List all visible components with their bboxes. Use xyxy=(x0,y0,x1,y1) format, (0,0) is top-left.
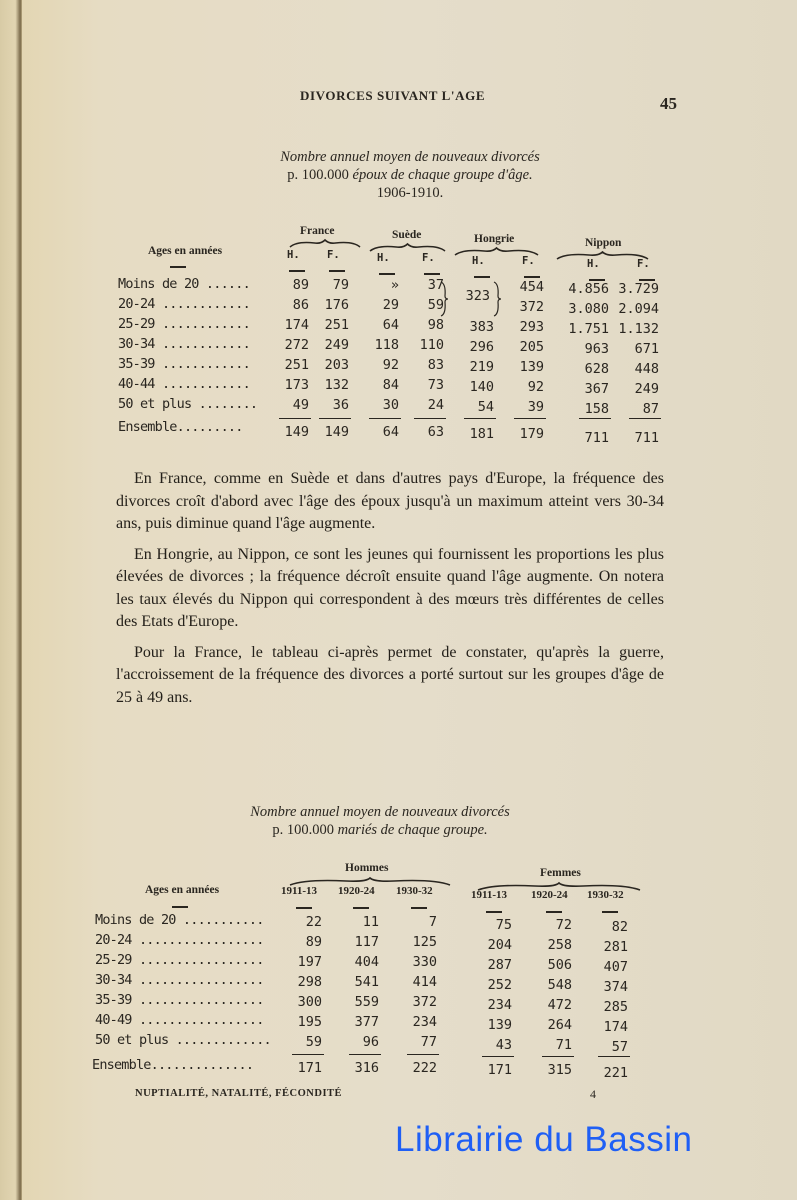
table1-sex-header-dash xyxy=(424,273,440,275)
table1-cell: 293 xyxy=(519,319,544,335)
table1-cell: 173 xyxy=(284,377,309,393)
table2-caption-line1: Nombre annuel moyen de nouveaux divorcés xyxy=(250,804,510,820)
table1-cell: 448 xyxy=(634,361,659,377)
table1-sex-header: F. xyxy=(522,255,535,267)
table2-cell: 174 xyxy=(603,1019,628,1035)
table1-cell: 203 xyxy=(324,357,349,373)
table1-cell: 84 xyxy=(382,377,399,393)
table1-cell: 1.751 xyxy=(568,321,609,337)
table1-row-label: 30-34 ............ xyxy=(118,336,250,352)
table1-sex-header: H. xyxy=(377,252,390,264)
table1-total-cell: 711 xyxy=(584,430,609,446)
table1-sex-header: F. xyxy=(637,258,650,270)
table2-caption-line2 xyxy=(170,821,590,839)
table2-cell: 372 xyxy=(412,994,437,1010)
table2-period-header-dash xyxy=(602,911,618,913)
table1-total-cell: 149 xyxy=(284,424,309,440)
table2-total-rule xyxy=(407,1054,439,1055)
table1-total-rule xyxy=(369,418,401,419)
table1-cell: 251 xyxy=(284,357,309,373)
paragraph-3: Pour la France, le tableau ci-après permet de constater, qu'après la guerre, l'accroissement de la fréquence des divorces a porté surtout sur les groupes d'âge de 25 à 49 ans. xyxy=(116,643,664,706)
table1-row-header-dash xyxy=(170,266,186,268)
table2-cell: 139 xyxy=(487,1017,512,1033)
table1-cell: 36 xyxy=(332,397,349,413)
table2-row-label: 20-24 ................. xyxy=(95,932,264,948)
table1-total-rule xyxy=(629,418,661,419)
table2-cell: 374 xyxy=(603,979,628,995)
paragraph-1: En France, comme en Suède et dans d'autres pays d'Europe, la fréquence des divorces croît d'abord avec l'âge des époux jusqu'à un maximum atteint vers 30-34 ans, puis diminue quand l'âge augmente. xyxy=(116,470,664,532)
table1-cell: 37 xyxy=(427,277,444,293)
table2-cell: 22 xyxy=(305,914,322,930)
table2-cell: 11 xyxy=(362,914,379,930)
table2-period-header: 1920-24 xyxy=(531,889,568,901)
table2-cell: 559 xyxy=(354,994,379,1010)
table1-caption xyxy=(200,148,620,202)
table2-total-rule xyxy=(349,1054,381,1055)
table2-period-header: 1911-13 xyxy=(471,889,508,901)
table1-total-cell: 63 xyxy=(427,424,444,440)
table1-cell: 2.094 xyxy=(618,301,659,317)
table2-total-cell: 315 xyxy=(547,1062,572,1078)
footer-signature-number: 4 xyxy=(590,1087,596,1101)
running-head: DIVORCES SUIVANT L'AGE xyxy=(300,88,486,103)
table2-cell: 281 xyxy=(603,939,628,955)
table2-period-header-dash xyxy=(411,907,427,909)
table2-cell: 117 xyxy=(354,934,379,950)
table2-cell: 258 xyxy=(547,937,572,953)
table1-cell: 383 xyxy=(469,319,494,335)
table1-cell: 176 xyxy=(324,297,349,313)
table1-cell: 367 xyxy=(584,381,609,397)
table1-cell: 249 xyxy=(324,337,349,353)
table1-sex-header-dash xyxy=(329,270,345,272)
table2-period-header: 1930-32 xyxy=(396,885,433,897)
table1-sex-header: H. xyxy=(587,258,600,270)
table2-cell: 252 xyxy=(487,977,512,993)
table1-total-rule xyxy=(319,418,351,419)
table2-cell: 330 xyxy=(412,954,437,970)
table1-row-label: 40-44 ............ xyxy=(118,376,250,392)
table1-cell: 83 xyxy=(427,357,444,373)
table2-cell: 414 xyxy=(412,974,437,990)
table1-country-brace xyxy=(290,239,360,249)
table1-brace-left xyxy=(440,282,448,316)
table2-total-cell: 222 xyxy=(412,1060,437,1076)
table1-sex-header: H. xyxy=(287,249,300,261)
table2-cell: 195 xyxy=(297,1014,322,1030)
table2-total-rule xyxy=(482,1056,514,1057)
table1-cell: 39 xyxy=(527,399,544,415)
page-number: 45 xyxy=(660,94,677,113)
table1-cell: 86 xyxy=(292,297,309,313)
table1-cell: 140 xyxy=(469,379,494,395)
table1-sex-header: F. xyxy=(422,252,435,264)
table1-hongrie-h-merged-cell: 323 xyxy=(465,288,490,304)
table1-cell: 92 xyxy=(527,379,544,395)
table1-cell: 110 xyxy=(419,337,444,353)
table2-period-header-dash xyxy=(296,907,312,909)
table1-cell: 158 xyxy=(584,401,609,417)
table1-cell: 251 xyxy=(324,317,349,333)
table2-total-rule xyxy=(292,1054,324,1055)
table2-cell: 298 xyxy=(297,974,322,990)
table1-cell: 3.729 xyxy=(618,281,659,297)
table1-cell: 1.132 xyxy=(618,321,659,337)
table2-row-label: 30-34 ................. xyxy=(95,972,264,988)
table2-caption-rest: mariés de chaque groupe. xyxy=(333,822,488,838)
table1-cell: 59 xyxy=(427,297,444,313)
table1-caption-years: 1906-1910. xyxy=(376,185,444,201)
table1-row-header: Ages en années xyxy=(148,245,223,257)
table1-total-rule xyxy=(464,418,496,419)
table1-cell: 30 xyxy=(382,397,399,413)
table1-cell: 139 xyxy=(519,359,544,375)
table1-cell: 4.856 xyxy=(568,281,609,297)
table1-cell: 64 xyxy=(382,317,399,333)
table1-country-header: Hongrie xyxy=(474,233,515,245)
table2-group-header: Hommes xyxy=(345,862,389,874)
table1-cell: 49 xyxy=(292,397,309,413)
table1-sex-header-dash xyxy=(474,276,490,278)
table2-period-header-dash xyxy=(486,911,502,913)
table2-row-label: 40-49 ................. xyxy=(95,1012,264,1028)
table2-cell: 43 xyxy=(495,1037,512,1053)
table1-cell: 79 xyxy=(332,277,349,293)
table1-cell: » xyxy=(390,277,399,293)
table2-cell: 300 xyxy=(297,994,322,1010)
table2-cell: 7 xyxy=(428,914,437,930)
table2-total-cell: 316 xyxy=(354,1060,379,1076)
table2-row-header-dash xyxy=(172,906,188,908)
table1-cell: 205 xyxy=(519,339,544,355)
table2-cell: 541 xyxy=(354,974,379,990)
table1-total-rule xyxy=(579,418,611,419)
table2-total-rule xyxy=(598,1056,630,1057)
table2-cell: 96 xyxy=(362,1034,379,1050)
table1-sex-header-dash xyxy=(289,270,305,272)
table1-total-cell: 149 xyxy=(324,424,349,440)
table2-cell: 404 xyxy=(354,954,379,970)
table1-sex-header-dash xyxy=(379,273,395,275)
table2-period-header: 1911-13 xyxy=(281,885,318,897)
table2-caption xyxy=(170,803,590,839)
table1-cell: 132 xyxy=(324,377,349,393)
table1-caption-prefix: p. 100.000 xyxy=(287,167,349,183)
table2-cell: 75 xyxy=(495,917,512,933)
watermark: Librairie du Bassin xyxy=(395,1120,693,1159)
table1-cell: 73 xyxy=(427,377,444,393)
table2-cell: 407 xyxy=(603,959,628,975)
table2-cell: 377 xyxy=(354,1014,379,1030)
table1-cell: 98 xyxy=(427,317,444,333)
table2-cell: 234 xyxy=(412,1014,437,1030)
table1-cell: 174 xyxy=(284,317,309,333)
body-text xyxy=(116,468,664,717)
table2-period-header: 1920-24 xyxy=(338,885,375,897)
table1-cell: 272 xyxy=(284,337,309,353)
table2-cell: 57 xyxy=(611,1039,628,1055)
table1-sex-header: F. xyxy=(327,249,340,261)
table1-cell: 54 xyxy=(477,399,494,415)
table2-total-cell: 171 xyxy=(487,1062,512,1078)
table2-cell: 506 xyxy=(547,957,572,973)
table2-total-label: Ensemble.............. xyxy=(92,1057,254,1073)
table1-cell: 29 xyxy=(382,297,399,313)
table2-cell: 77 xyxy=(420,1034,437,1050)
table2-row-header: Ages en années xyxy=(145,884,220,896)
table2-cell: 264 xyxy=(547,1017,572,1033)
table1-country-header: Suède xyxy=(392,229,422,241)
table1-total-label: Ensemble......... xyxy=(118,419,243,435)
table1-total-cell: 711 xyxy=(634,430,659,446)
table2-cell: 548 xyxy=(547,977,572,993)
table1-brace-right xyxy=(493,282,501,316)
table2-cell: 72 xyxy=(555,917,572,933)
table2-cell: 204 xyxy=(487,937,512,953)
table1-cell: 219 xyxy=(469,359,494,375)
table2-cell: 287 xyxy=(487,957,512,973)
table2-row-label: 25-29 ................. xyxy=(95,952,264,968)
table1-total-rule xyxy=(279,418,311,419)
table2-cell: 125 xyxy=(412,934,437,950)
table1-cell: 118 xyxy=(374,337,399,353)
table2-cell: 197 xyxy=(297,954,322,970)
table1-cell: 296 xyxy=(469,339,494,355)
paragraph-2: En Hongrie, au Nippon, ce sont les jeunes qui fournissent les proportions les plus élevées de divorces ; la fréquence décroît ensuite quand l'âge augmente. On notera les taux élevés du Nippon qui correspondent à des mœurs très différentes de celles des Etats d'Europe. xyxy=(116,545,664,630)
table1-row-label: 50 et plus ........ xyxy=(118,396,258,412)
table1-country-header: Nippon xyxy=(585,237,622,249)
table2-total-cell: 221 xyxy=(603,1065,628,1081)
table2-cell: 472 xyxy=(547,997,572,1013)
table1-cell: 92 xyxy=(382,357,399,373)
table1-cell: 628 xyxy=(584,361,609,377)
table2-cell: 89 xyxy=(305,934,322,950)
table1-total-cell: 64 xyxy=(382,424,399,440)
table1-country-header: France xyxy=(300,225,335,237)
table1-total-rule xyxy=(514,418,546,419)
table1-row-label: 25-29 ............ xyxy=(118,316,250,332)
table1-cell: 963 xyxy=(584,341,609,357)
footer-signature-title: NUPTIALITÉ, NATALITÉ, FÉCONDITÉ xyxy=(135,1088,343,1099)
table1-cell: 454 xyxy=(519,279,544,295)
table1-cell: 24 xyxy=(427,397,444,413)
table2-period-header-dash xyxy=(353,907,369,909)
table2-period-header: 1930-32 xyxy=(587,889,624,901)
table2-row-label: Moins de 20 ........... xyxy=(95,912,264,928)
table2-caption-prefix: p. 100.000 xyxy=(272,822,334,838)
table1-cell: 249 xyxy=(634,381,659,397)
table2-period-header-dash xyxy=(546,911,562,913)
table1-total-cell: 179 xyxy=(519,426,544,442)
table1-total-cell: 181 xyxy=(469,426,494,442)
table1-cell: 87 xyxy=(642,401,659,417)
table2-total-cell: 171 xyxy=(297,1060,322,1076)
table2-cell: 71 xyxy=(555,1037,572,1053)
table2-cell: 82 xyxy=(611,919,628,935)
table1-cell: 89 xyxy=(292,277,309,293)
table1-cell: 3.080 xyxy=(568,301,609,317)
table2-cell: 234 xyxy=(487,997,512,1013)
table1-sex-header: H. xyxy=(472,255,485,267)
table1-sex-header-dash xyxy=(524,276,540,278)
table2-row-label: 35-39 ................. xyxy=(95,992,264,1008)
table2-group-header: Femmes xyxy=(540,867,581,879)
table1-caption-line2 xyxy=(200,166,620,184)
table1-country-brace xyxy=(557,251,648,261)
table1-caption-line1: Nombre annuel moyen de nouveaux divorcés xyxy=(280,149,540,165)
table1-cell: 372 xyxy=(519,299,544,315)
table1-row-label: 35-39 ............ xyxy=(118,356,250,372)
table1-total-rule xyxy=(414,418,446,419)
book-gutter xyxy=(0,0,22,1200)
table2-row-label: 50 et plus ............. xyxy=(95,1032,271,1048)
table1-caption-rest: époux de chaque groupe d'âge. xyxy=(348,167,533,183)
table2-cell: 59 xyxy=(305,1034,322,1050)
table2-total-rule xyxy=(542,1056,574,1057)
table1-row-label: Moins de 20 ...... xyxy=(118,276,250,292)
table2-cell: 285 xyxy=(603,999,628,1015)
table1-cell: 671 xyxy=(634,341,659,357)
table1-row-label: 20-24 ............ xyxy=(118,296,250,312)
